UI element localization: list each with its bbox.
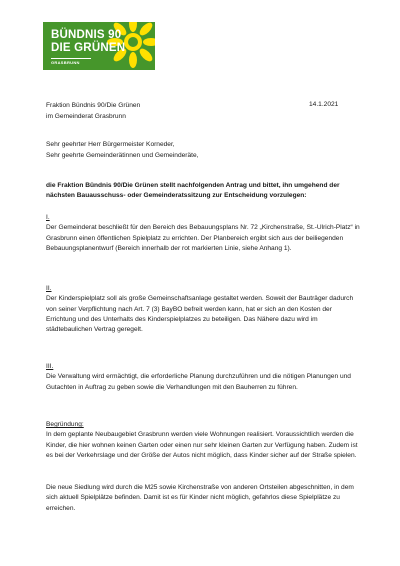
section-1: [46, 213, 361, 254]
reasoning-paragraph-1: In dem geplante Neubaugebiet Grasbrunn werden viele Wohnungen realisiert. Voraussichtlich werden die Kinder, die hier wohnen keinen Garten oder einen nur sehr kleinen Garten zur Verfügung haben. Zudem ist es bei der Verkehrslage und der Größe der Autos nicht möglich, dass Kinder sicher auf der Straße spielen.: [46, 431, 358, 459]
section-3: [46, 362, 361, 393]
section-2-text: Der Kinderspielplatz soll als große Gemeinschaftsanlage gestaltet werden. Soweit der Bauträger dadurch von seiner Verpflichtung nach Art. 7 (3) BayBO befreit werden kann, hat er sich an den Kosten der Errichtung und des Unterhalts des Kinderspielplatzes zu beteiligen. Das Nähere dazu wird im städtebaulichen Vertrag geregelt.: [46, 295, 354, 334]
sender-line-2: im Gemeinderat Grasbrunn: [46, 113, 126, 120]
logo-line-1: BÜNDNIS 90: [51, 29, 122, 41]
section-2: [46, 284, 361, 335]
section-1-heading: I.: [46, 214, 50, 221]
letter-date: 14.1.2021: [309, 101, 339, 108]
reasoning: [46, 420, 361, 461]
sender-line-1: Fraktion Bündnis 90/Die Grünen: [46, 102, 141, 109]
party-logo: [43, 22, 155, 70]
logo-line-3: GRASBRUNN: [51, 58, 91, 65]
salutation-line-2: Sehr geehrte Gemeinderätinnen und Gemeinderäte,: [46, 152, 199, 159]
reasoning-paragraph-2: Die neue Siedlung wird durch die M25 sowie Kirchenstraße von anderen Ortsteilen abgeschnitten, in dem sich aktuell Spielplätze befinden. Damit ist es für Kinder nicht möglich, gefahrlos diese Spielplätze zu erreichen.: [46, 484, 354, 512]
logo-line-2: DIE GRÜNEN: [51, 42, 126, 54]
section-3-text: Die Verwaltung wird ermächtigt, die erforderliche Planung durchzuführen und die nötigen Planungen und Gutachten in Auftrag zu geben sowie die Verhandlungen mit den Bauherren zu führen.: [46, 373, 351, 391]
reasoning-heading: Begründung:: [46, 421, 84, 428]
section-3-heading: III.: [46, 363, 54, 370]
section-1-text: Der Gemeinderat beschließt für den Bereich des Bebauungsplans Nr. 72 „Kirchenstraße, St.-Ulrich-Platz“ in Grasbrunn einen öffentlichen Spielplatz zu errichten. Der Planbereich ergibt sich aus der beiliegenden Bebauungsplanentwurf (Bereich innerhalb der rot markierten Linie, siehe Anhang 1).: [46, 224, 360, 252]
salutation-line-1: Sehr geehrter Herr Bürgermeister Korneder,: [46, 141, 175, 148]
section-2-heading: II.: [46, 285, 52, 292]
intro-paragraph: die Fraktion Bündnis 90/Die Grünen stellt nachfolgenden Antrag und bittet, ihn umgehend der nächsten Bauausschuss- oder Gemeinderatssitzung zur Entscheidung vorzulegen:: [46, 182, 340, 200]
